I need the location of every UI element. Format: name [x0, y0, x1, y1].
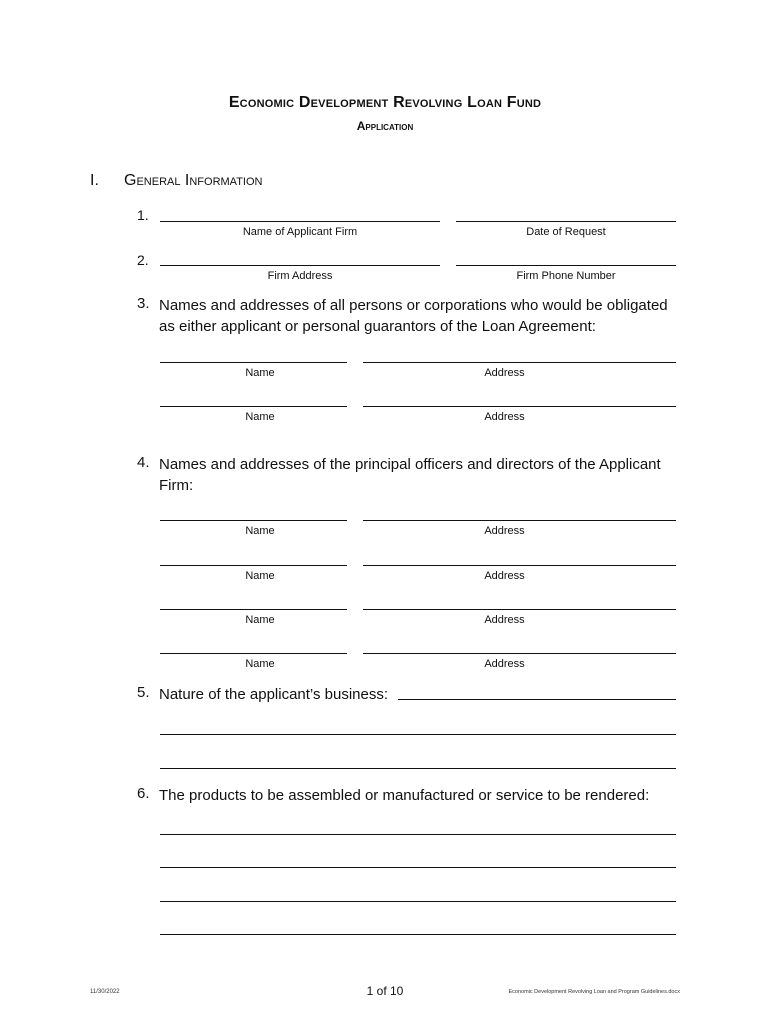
item-6-number: 6. — [137, 785, 150, 802]
guarantor-name-label: Name — [245, 411, 275, 423]
business-nature-line[interactable] — [160, 768, 676, 769]
officer-address-field[interactable] — [363, 609, 676, 610]
officer-name-label: Name — [245, 614, 275, 626]
business-nature-line[interactable] — [160, 734, 676, 735]
footer-date: 11/30/2022 — [90, 989, 120, 995]
officer-address-field[interactable] — [363, 653, 676, 654]
firm-phone-field[interactable] — [456, 265, 676, 266]
item-6-question: The products to be assembled or manufactured or service to be rendered: — [159, 787, 650, 804]
page-title: Economic Development Revolving Loan Fund — [228, 94, 542, 111]
business-nature-field[interactable] — [398, 699, 676, 700]
applicant-firm-name-field[interactable] — [160, 221, 440, 222]
products-services-line[interactable] — [160, 834, 676, 835]
officer-name-field[interactable] — [160, 609, 347, 610]
guarantor-address-label: Address — [484, 367, 525, 379]
officer-address-label: Address — [484, 658, 525, 670]
page-subtitle: Application — [356, 119, 414, 133]
officer-address-label: Address — [484, 570, 525, 582]
officer-name-label: Name — [245, 570, 275, 582]
firm-phone-label: Firm Phone Number — [516, 270, 616, 282]
guarantor-address-label: Address — [484, 411, 525, 423]
item-4-number: 4. — [137, 454, 150, 471]
officer-name-label: Name — [245, 525, 275, 537]
applicant-firm-name-label: Name of Applicant Firm — [242, 226, 358, 238]
officer-name-field[interactable] — [160, 565, 347, 566]
guarantor-address-field[interactable] — [363, 406, 676, 407]
item-3-question: Names and addresses of all persons or corporations who would be obligated as either applicant or personal guarantors of the Loan Agreement: — [159, 297, 668, 335]
section-title: General Information — [124, 172, 263, 189]
item-4-question: Names and addresses of the principal officers and directors of the Applicant Firm: — [159, 456, 661, 494]
products-services-line[interactable] — [160, 901, 676, 902]
products-services-line[interactable] — [160, 934, 676, 935]
footer-filename: Economic Development Revolving Loan and Program Guidelines.docx — [508, 989, 680, 995]
officer-name-label: Name — [245, 658, 275, 670]
guarantor-name-label: Name — [245, 367, 275, 379]
guarantor-name-field[interactable] — [160, 406, 347, 407]
item-5-question: Nature of the applicant’s business: — [159, 686, 389, 703]
officer-name-field[interactable] — [160, 653, 347, 654]
item-3-number: 3. — [137, 295, 150, 312]
products-services-line[interactable] — [160, 867, 676, 868]
firm-address-label: Firm Address — [267, 270, 333, 282]
guarantor-address-field[interactable] — [363, 362, 676, 363]
officer-address-label: Address — [484, 614, 525, 626]
date-of-request-label: Date of Request — [526, 226, 606, 238]
item-5-number: 5. — [137, 684, 150, 701]
item-2-number: 2. — [137, 252, 149, 268]
firm-address-field[interactable] — [160, 265, 440, 266]
page-number: 1 of 10 — [366, 984, 404, 998]
section-number: I. — [90, 172, 99, 189]
officer-name-field[interactable] — [160, 520, 347, 521]
guarantor-name-field[interactable] — [160, 362, 347, 363]
officer-address-label: Address — [484, 525, 525, 537]
officer-address-field[interactable] — [363, 565, 676, 566]
date-of-request-field[interactable] — [456, 221, 676, 222]
officer-address-field[interactable] — [363, 520, 676, 521]
item-1-number: 1. — [137, 207, 149, 223]
